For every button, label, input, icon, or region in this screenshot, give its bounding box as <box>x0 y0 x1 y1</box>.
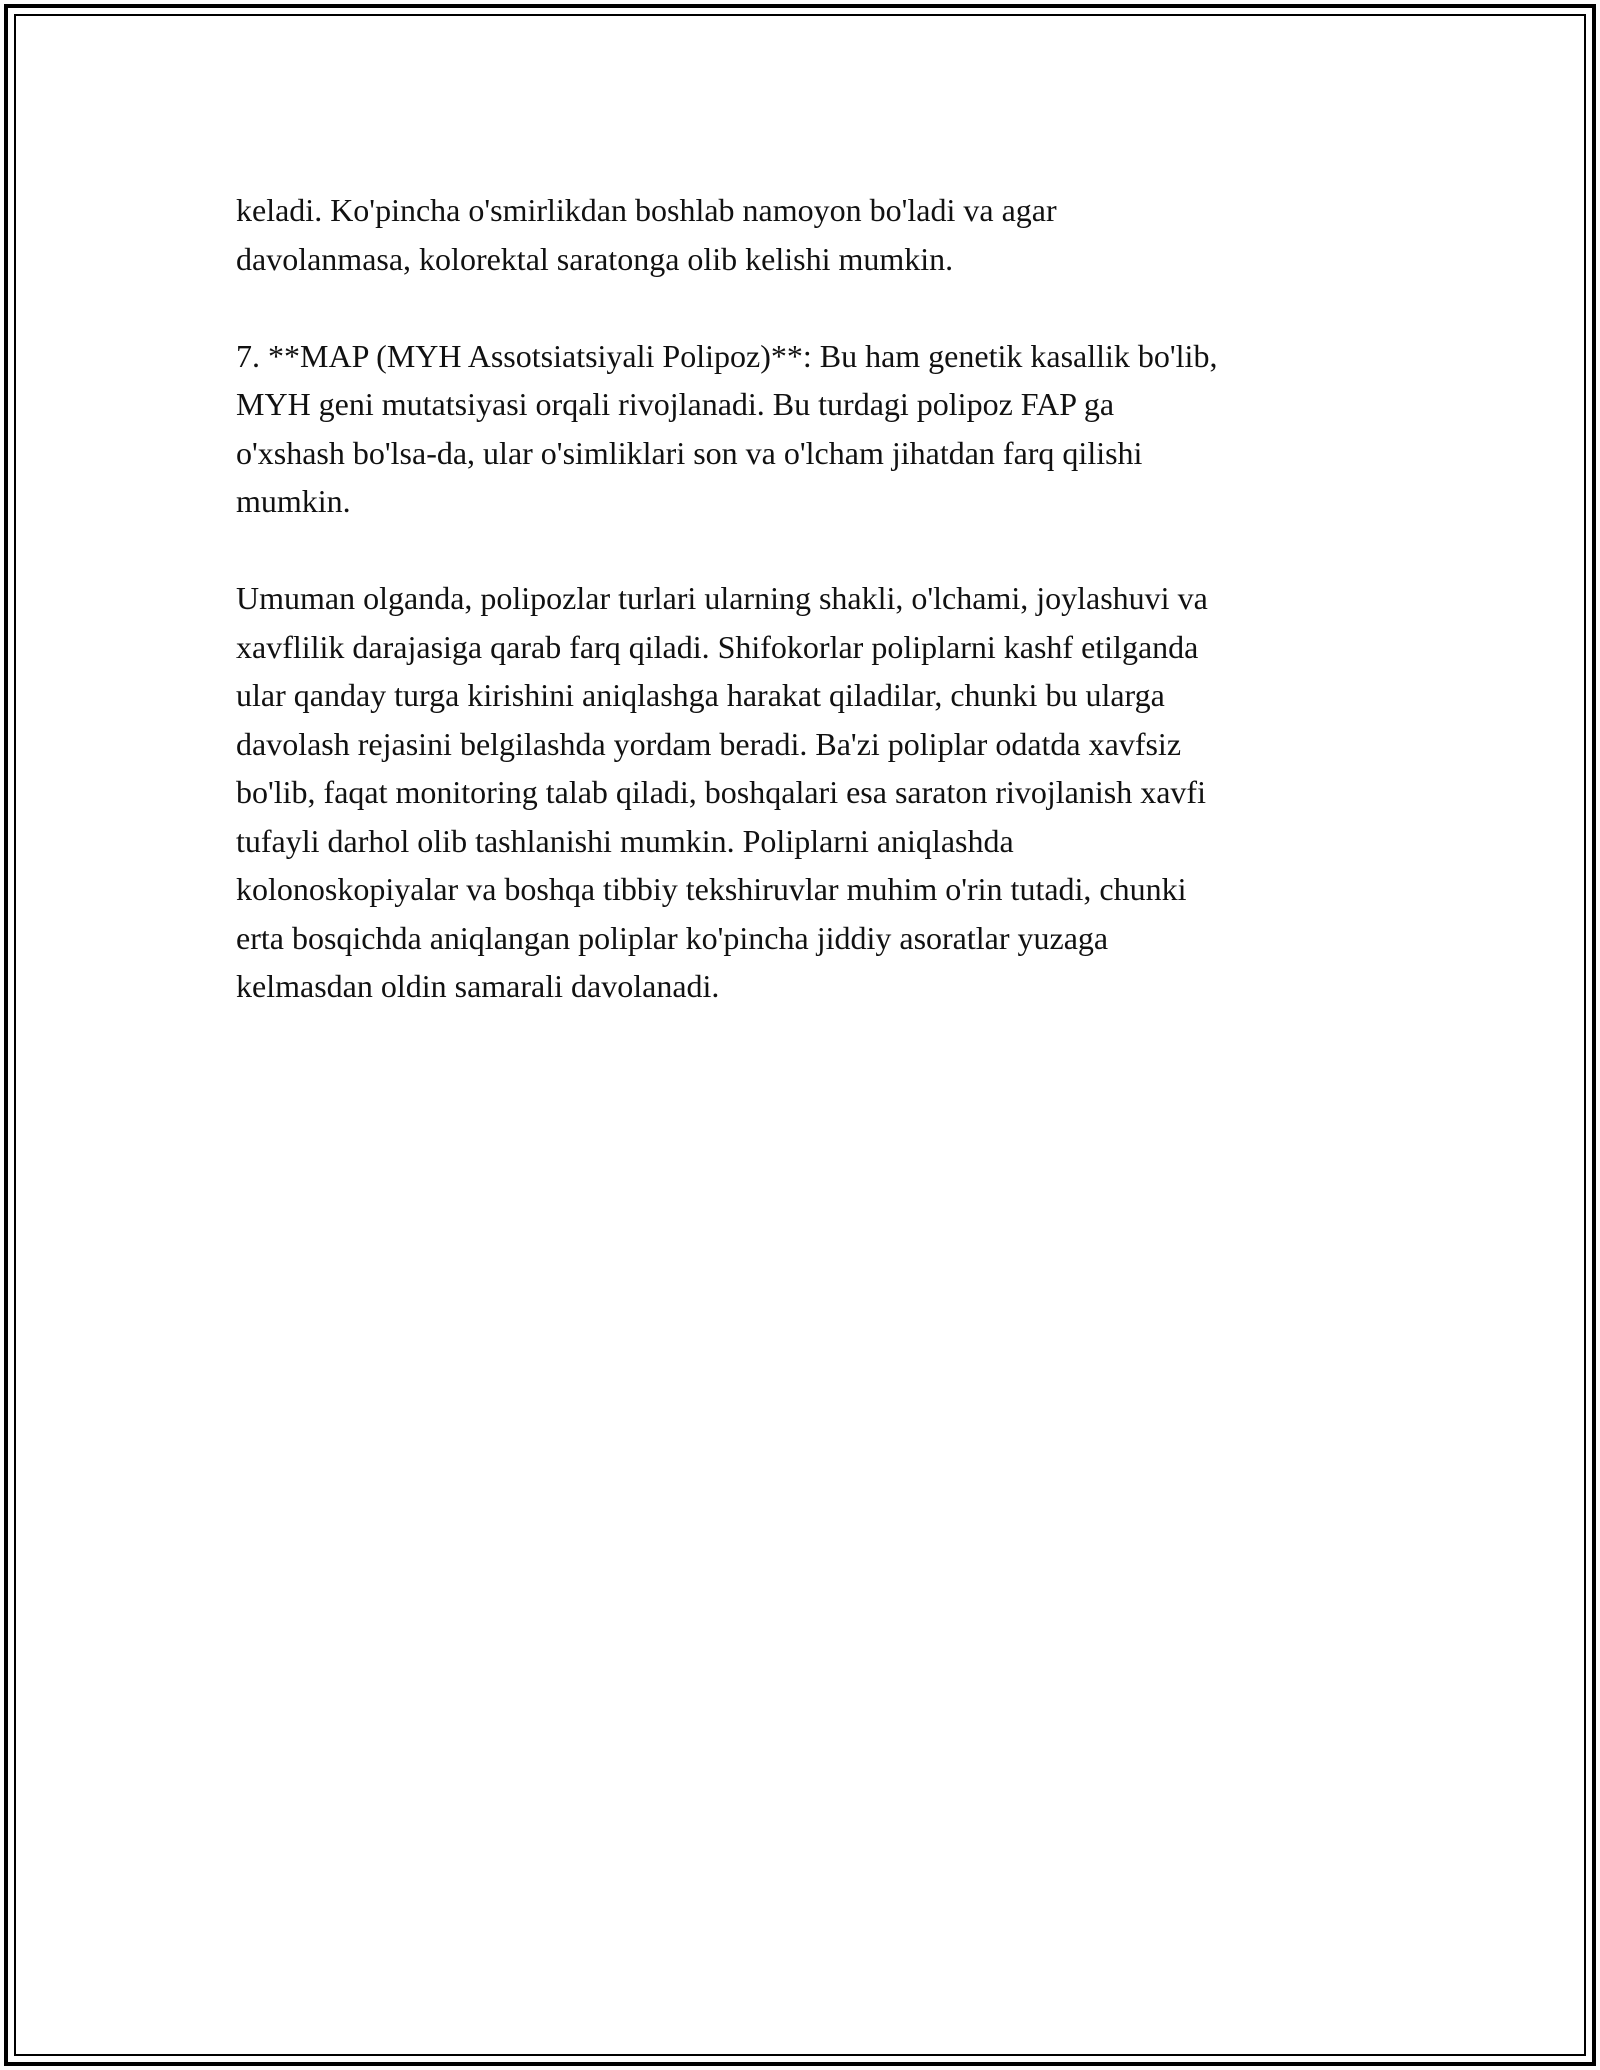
text-line: davolanmasa, kolorektal saratonga olib kelishi mumkin. <box>236 240 954 277</box>
text-line: bo'lib, faqat monitoring talab qiladi, boshqalari esa saraton rivojlanish xavfi <box>236 774 1206 810</box>
text-line: tufayli darhol olib tashlanishi mumkin. Poliplarni aniqlashda <box>236 822 1014 859</box>
paragraph-continuation <box>236 186 1386 283</box>
text-line: mumkin. <box>236 483 351 519</box>
text-line: keladi. Ko'pincha o'smirlikdan boshlab namoyon bo'ladi va agar <box>236 192 1057 228</box>
text-line: erta bosqichda aniqlangan poliplar ko'pincha jiddiy asoratlar yuzaga <box>236 919 1109 956</box>
text-line: o'xshash bo'lsa-da, ular o'simliklari son va o'lcham jihatdan farq qilishi <box>236 434 1143 471</box>
text-line: 7. **MAP (MYH Assotsiatsiyali Polipoz)**: Bu ham genetik kasallik bo'lib, <box>236 337 1218 374</box>
text-line: kolonoskopiyalar va boshqa tibbiy tekshiruvlar muhim o'rin tutadi, chunki <box>236 871 1187 907</box>
text-line: Umuman olganda, polipozlar turlari ularning shakli, o'lchami, joylashuvi va <box>236 580 1208 616</box>
text-line: xavflilik darajasiga qarab farq qiladi. Shifokorlar poliplarni kashf etilganda <box>236 628 1199 665</box>
document-body <box>236 186 1386 1059</box>
paragraph-map-polyposis <box>236 332 1386 526</box>
text-line: MYH geni mutatsiyasi orqali rivojlanadi. Bu turdagi polipoz FAP ga <box>236 386 1115 422</box>
text-line: kelmasdan oldin samarali davolanadi. <box>236 968 720 1004</box>
text-line: davolash rejasini belgilashda yordam beradi. Ba'zi poliplar odatda xavfsiz <box>236 725 1182 762</box>
paragraph-summary <box>236 574 1386 1011</box>
text-line: ular qanday turga kirishini aniqlashga harakat qiladilar, chunki bu ularga <box>236 677 1165 713</box>
